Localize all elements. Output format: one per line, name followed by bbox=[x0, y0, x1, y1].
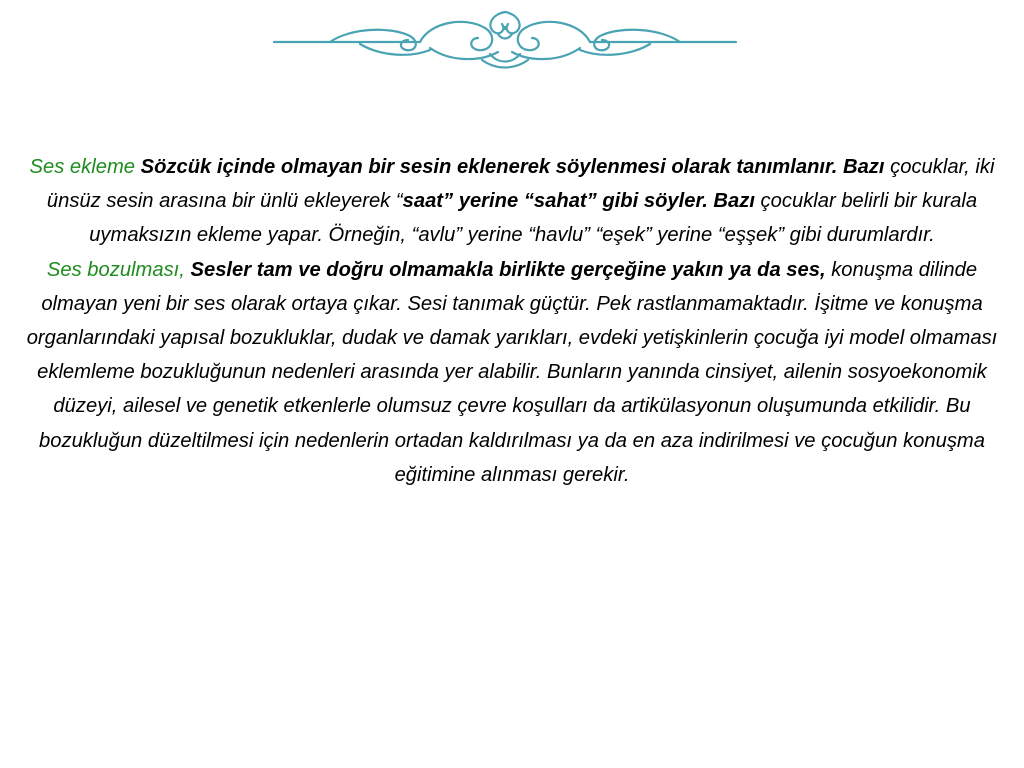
term-ses-ekleme: Ses ekleme bbox=[29, 156, 135, 178]
subject-bazi-2: Bazı bbox=[707, 190, 755, 213]
text-example-2: çocuklar belirli bir kurala uymaksızın ekleme yapar. Örneğin, “avlu” yerine “havlu” “eşek” yerine “eşşek” gibi durumlardır. bbox=[89, 190, 978, 247]
text-ses-bozulmasi: konuşma dilinde olmayan yeni bir ses olarak ortaya çıkar. Sesi tanımak güçtür. Pek rastlanmamaktadır. İşitme ve konuşma organlarındaki yapısal bozukluklar, dudak ve damak yarıkları, evdeki yetişkinlerin çocuğa iyi model olmaması eklemleme bozukluğunun nedenleri arasında yer alabilir. Bunların yanında cinsiyet, ailenin sosyoekonomik düzeyi, ailesel ve genetik etkenlerle olumsuz çevre koşulları da artikülasyonun oluşumunda etkilidir. Bu bozukluğun düzeltilmesi için nedenlerin ortadan kaldırılması ya da en aza indirilmesi ve çocuğun konuşma eğitimine alınması gerekir. bbox=[26, 258, 998, 486]
paragraph-ses-ekleme bbox=[18, 150, 1006, 253]
lead-ses-bozulmasi: Sesler tam ve doğru olmamakla birlikte gerçeğine yakın ya da ses, bbox=[184, 258, 826, 281]
term-ses-bozulmasi: Ses bozulması, bbox=[46, 258, 185, 281]
decorative-scroll-divider-icon bbox=[270, 4, 740, 70]
example-saat-sahat: saat” yerine “sahat” gibi söyler. bbox=[402, 190, 708, 213]
text-example-1: çocuklar, iki ünsüz sesin arasına bir ünlü ekleyerek “ bbox=[46, 156, 995, 213]
subject-bazi-1: Bazı bbox=[843, 156, 885, 178]
definition-ses-ekleme: Sözcük içinde olmayan bir sesin eklenerek söylenmesi olarak tanımlanır. bbox=[135, 156, 838, 178]
body-text bbox=[18, 150, 1006, 492]
paragraph-ses-bozulmasi bbox=[18, 253, 1006, 492]
